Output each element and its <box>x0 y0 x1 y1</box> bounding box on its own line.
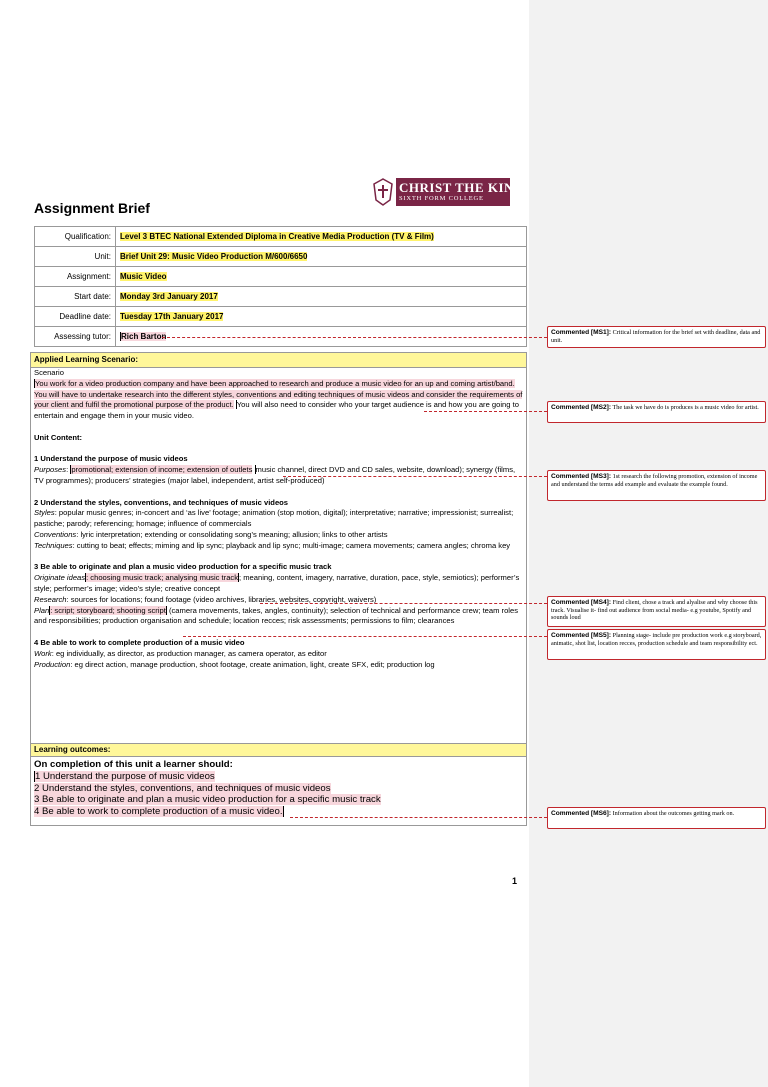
comment-connector <box>424 411 547 412</box>
comment-connector <box>162 337 547 338</box>
section-4-production: Production: eg direct action, manage production, shoot footage, create animation, light, create SFX, edit; production log <box>34 659 435 669</box>
unit-content-heading: Unit Content: <box>34 432 83 442</box>
table-row <box>35 227 527 247</box>
deadline-label: Deadline date: <box>35 307 116 327</box>
logo-name: CHRIST THE KING <box>399 180 525 195</box>
section-2-title: 2 Understand the styles, conventions, and techniques of music videos <box>34 497 289 507</box>
comment-ms3[interactable]: Commented [MS3]: 1st research the following promotion, extension of income and understand the terms add example and evaluate the example found. <box>547 470 766 501</box>
table-row <box>35 287 527 307</box>
deadline-value[interactable]: Tuesday 17th January 2017 <box>116 307 527 327</box>
comment-pane <box>529 0 768 1087</box>
comment-ms2[interactable]: Commented [MS2]: The task we have do is produces is a music video for artist. <box>547 401 766 423</box>
section-2-styles: Styles: popular music genres; in-concert and ‘as live’ footage; animation (stop motion, digital); interpretative; narrative; impressionist; surrealist; pastiche; parody; referencing; homage; influence of commercials <box>34 508 514 529</box>
assignment-label: Assignment: <box>35 267 116 287</box>
section-4-work: Work: eg individually, as director, as production manager, as camera operator, as editor <box>34 648 327 658</box>
scenario-body[interactable] <box>31 368 526 670</box>
section-3-title: 3 Be able to originate and plan a music video production for a specific music track <box>34 562 332 572</box>
section-2-techniques: Techniques: cutting to beat; effects; miming and lip sync; playback and lip sync; multi-image; camera movements; camera angles; chroma key <box>34 540 511 550</box>
scenario-header: Applied Learning Scenario: <box>31 353 526 368</box>
comment-ms6[interactable]: Commented [MS6]: Information about the outcomes getting mark on. <box>547 807 766 829</box>
info-table <box>34 226 527 347</box>
section-3-originate: Originate ideas: choosing music track; analysing music track; meaning, content, imagery, narrative, duration, pace, style, semiotics); performer’s style; performer’s image; video’s style; creative concept <box>34 573 520 593</box>
section-1-purposes: Purposes: promotional; extension of income; extension of outlets music channel, direct DVD and CD sales, website, download); synergy (films, TV programmes); producers’ strategies (major label, independent, artist self-produced) <box>34 465 516 485</box>
list-item: 4 Be able to work to complete production of a music video. <box>34 806 283 818</box>
logo-subname: SIXTH FORM COLLEGE <box>399 195 484 202</box>
comment-ms1[interactable]: Commented [MS1]: Critical information for the brief set with deadline, data and unit. <box>547 326 766 348</box>
learning-outcomes-header: Learning outcomes: <box>31 744 526 757</box>
page-number: 1 <box>512 876 518 886</box>
qualification-label: Qualification: <box>35 227 116 247</box>
crest-icon <box>372 178 394 206</box>
assignment-value[interactable]: Music Video <box>116 267 527 287</box>
comment-ms4[interactable]: Commented [MS4]: Find client, chose a track and alyalise and why choose this track. Visualise it- find out audience from social media- e.g youtube, Spotify and sounds loud <box>547 596 766 627</box>
logo-banner <box>396 178 525 206</box>
section-3-plan: Plan: script; storyboard; shooting script (camera movements, takes, angles, continuity); selection of technical and performance crew; team roles and responsibilities; production organisation and schedule; location recces; risk assessments; permissions to film; clearances <box>34 605 519 626</box>
section-3-research: Research: sources for locations; found footage (video archives, libraries, websites, copyright, waivers) <box>34 594 377 604</box>
section-1-title: 1 Understand the purpose of music videos <box>34 454 188 464</box>
comment-connector <box>290 817 547 818</box>
tutor-label: Assessing tutor: <box>35 327 116 347</box>
outcomes-intro: On completion of this unit a learner should: <box>34 759 233 770</box>
start-date-value[interactable]: Monday 3rd January 2017 <box>116 287 527 307</box>
qualification-value[interactable]: Level 3 BTEC National Extended Diploma in Creative Media Production (TV & Film) <box>116 227 527 247</box>
scenario-label: Scenario <box>34 368 64 377</box>
scenario-paragraph: You work for a video production company and have been approached to research and produce a music video for an up and coming artist/band. You will have to undertake research into the different styles, conventions and editing techniques of music videos and consider the requirements of your client and fulfil the promotional purpose of the product. You will also need to consider who your target audience is and how you are going to entertain and engage them in your music video. <box>34 378 523 421</box>
page-title: Assignment Brief <box>34 200 150 216</box>
start-date-label: Start date: <box>35 287 116 307</box>
unit-value[interactable]: Brief Unit 29: Music Video Production M/600/6650 <box>116 247 527 267</box>
table-row <box>35 307 527 327</box>
section-4-title: 4 Be able to work to complete production of a music video <box>34 637 245 647</box>
list-item: 1 Understand the purpose of music videos <box>35 770 215 782</box>
list-item: 3 Be able to originate and plan a music video production for a specific music track <box>34 794 381 806</box>
learning-outcomes-box <box>30 743 527 826</box>
tutor-value[interactable]: Rich Barton <box>116 327 527 347</box>
list-item: 2 Understand the styles, conventions, and techniques of music videos <box>34 782 331 794</box>
comment-connector <box>283 476 547 477</box>
learning-outcomes-body[interactable] <box>31 757 526 818</box>
college-logo <box>372 178 525 206</box>
section-2-conventions: Conventions: lyric interpretation; extending or consolidating song’s meaning; allusion; links to other artists <box>34 529 388 539</box>
comment-ms5[interactable]: Commented [MS5]: Planning stage- include pre production work e.g storyboard, animatic, shot list, location recces, production schedule and team responsibility ect. <box>547 629 766 660</box>
table-row <box>35 247 527 267</box>
comment-connector <box>183 636 547 637</box>
unit-label: Unit: <box>35 247 116 267</box>
comment-connector <box>260 603 547 604</box>
table-row <box>35 267 527 287</box>
